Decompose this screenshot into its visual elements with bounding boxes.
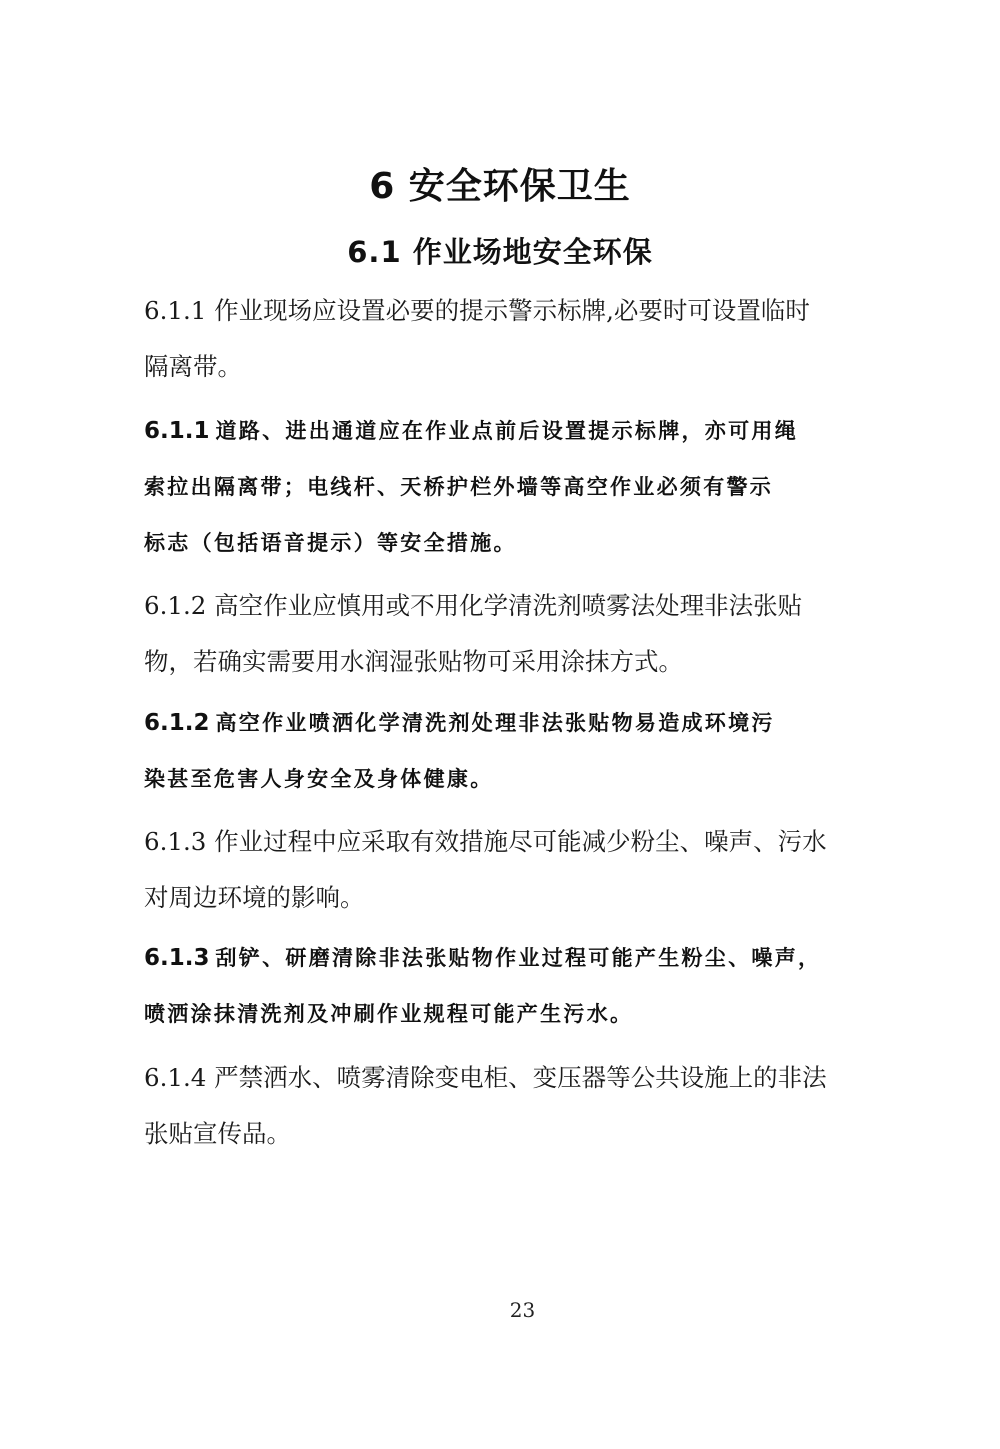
- chapter-title: 6 安全环保卫生: [369, 166, 631, 207]
- explanation-line: [144, 403, 860, 459]
- clause-line: 张贴宣传品。: [144, 1119, 291, 1148]
- page-number: 23: [509, 1298, 536, 1322]
- explanation-line: [144, 695, 860, 751]
- explanation-6-1-3: [144, 930, 860, 1042]
- explanation-6-1-2: [144, 695, 860, 807]
- section-title: 6.1 作业场地安全环保: [347, 235, 653, 269]
- explanation-6-1-1: [144, 403, 860, 571]
- explanation-number: 6.1.2: [144, 710, 210, 736]
- explanation-number: 6.1.3: [144, 945, 210, 971]
- clause-line: 隔离带。: [144, 352, 242, 381]
- clause-6-1-4: [144, 1050, 860, 1162]
- clause-line: 对周边环境的影响。: [144, 883, 365, 912]
- explanation-text: 道路、进出通道应在作业点前后设置提示标牌，亦可用绳: [215, 419, 798, 443]
- explanation-text: 高空作业喷洒化学清洗剂处理非法张贴物易造成环境污: [215, 711, 775, 735]
- clause-line: 6.1.1 作业现场应设置必要的提示警示标牌,必要时可设置临时: [144, 296, 810, 325]
- clause-6-1-2: [144, 578, 860, 690]
- clause-line: 6.1.2 高空作业应慎用或不用化学清洗剂喷雾法处理非法张贴: [144, 591, 803, 620]
- explanation-line: 标志（包括语音提示）等安全措施。: [144, 531, 517, 555]
- explanation-number: 6.1.1: [144, 418, 210, 444]
- explanation-text: 刮铲、研磨清除非法张贴物作业过程可能产生粉尘、噪声，: [215, 946, 822, 970]
- clause-line: 6.1.3 作业过程中应采取有效措施尽可能减少粉尘、噪声、污水: [144, 827, 827, 856]
- clause-6-1-1: [144, 283, 860, 395]
- explanation-line: 喷洒涂抹清洗剂及冲刷作业规程可能产生污水。: [144, 1002, 634, 1026]
- clause-line: 6.1.4 严禁洒水、喷雾清除变电柜、变压器等公共设施上的非法: [144, 1063, 827, 1092]
- explanation-line: [144, 930, 860, 986]
- explanation-line: 索拉出隔离带；电线杆、天桥护栏外墙等高空作业必须有警示: [144, 475, 774, 499]
- clause-6-1-3: [144, 814, 860, 926]
- clause-line: 物，若确实需要用水润湿张贴物可采用涂抹方式。: [144, 647, 683, 676]
- explanation-line: 染甚至危害人身安全及身体健康。: [144, 767, 494, 791]
